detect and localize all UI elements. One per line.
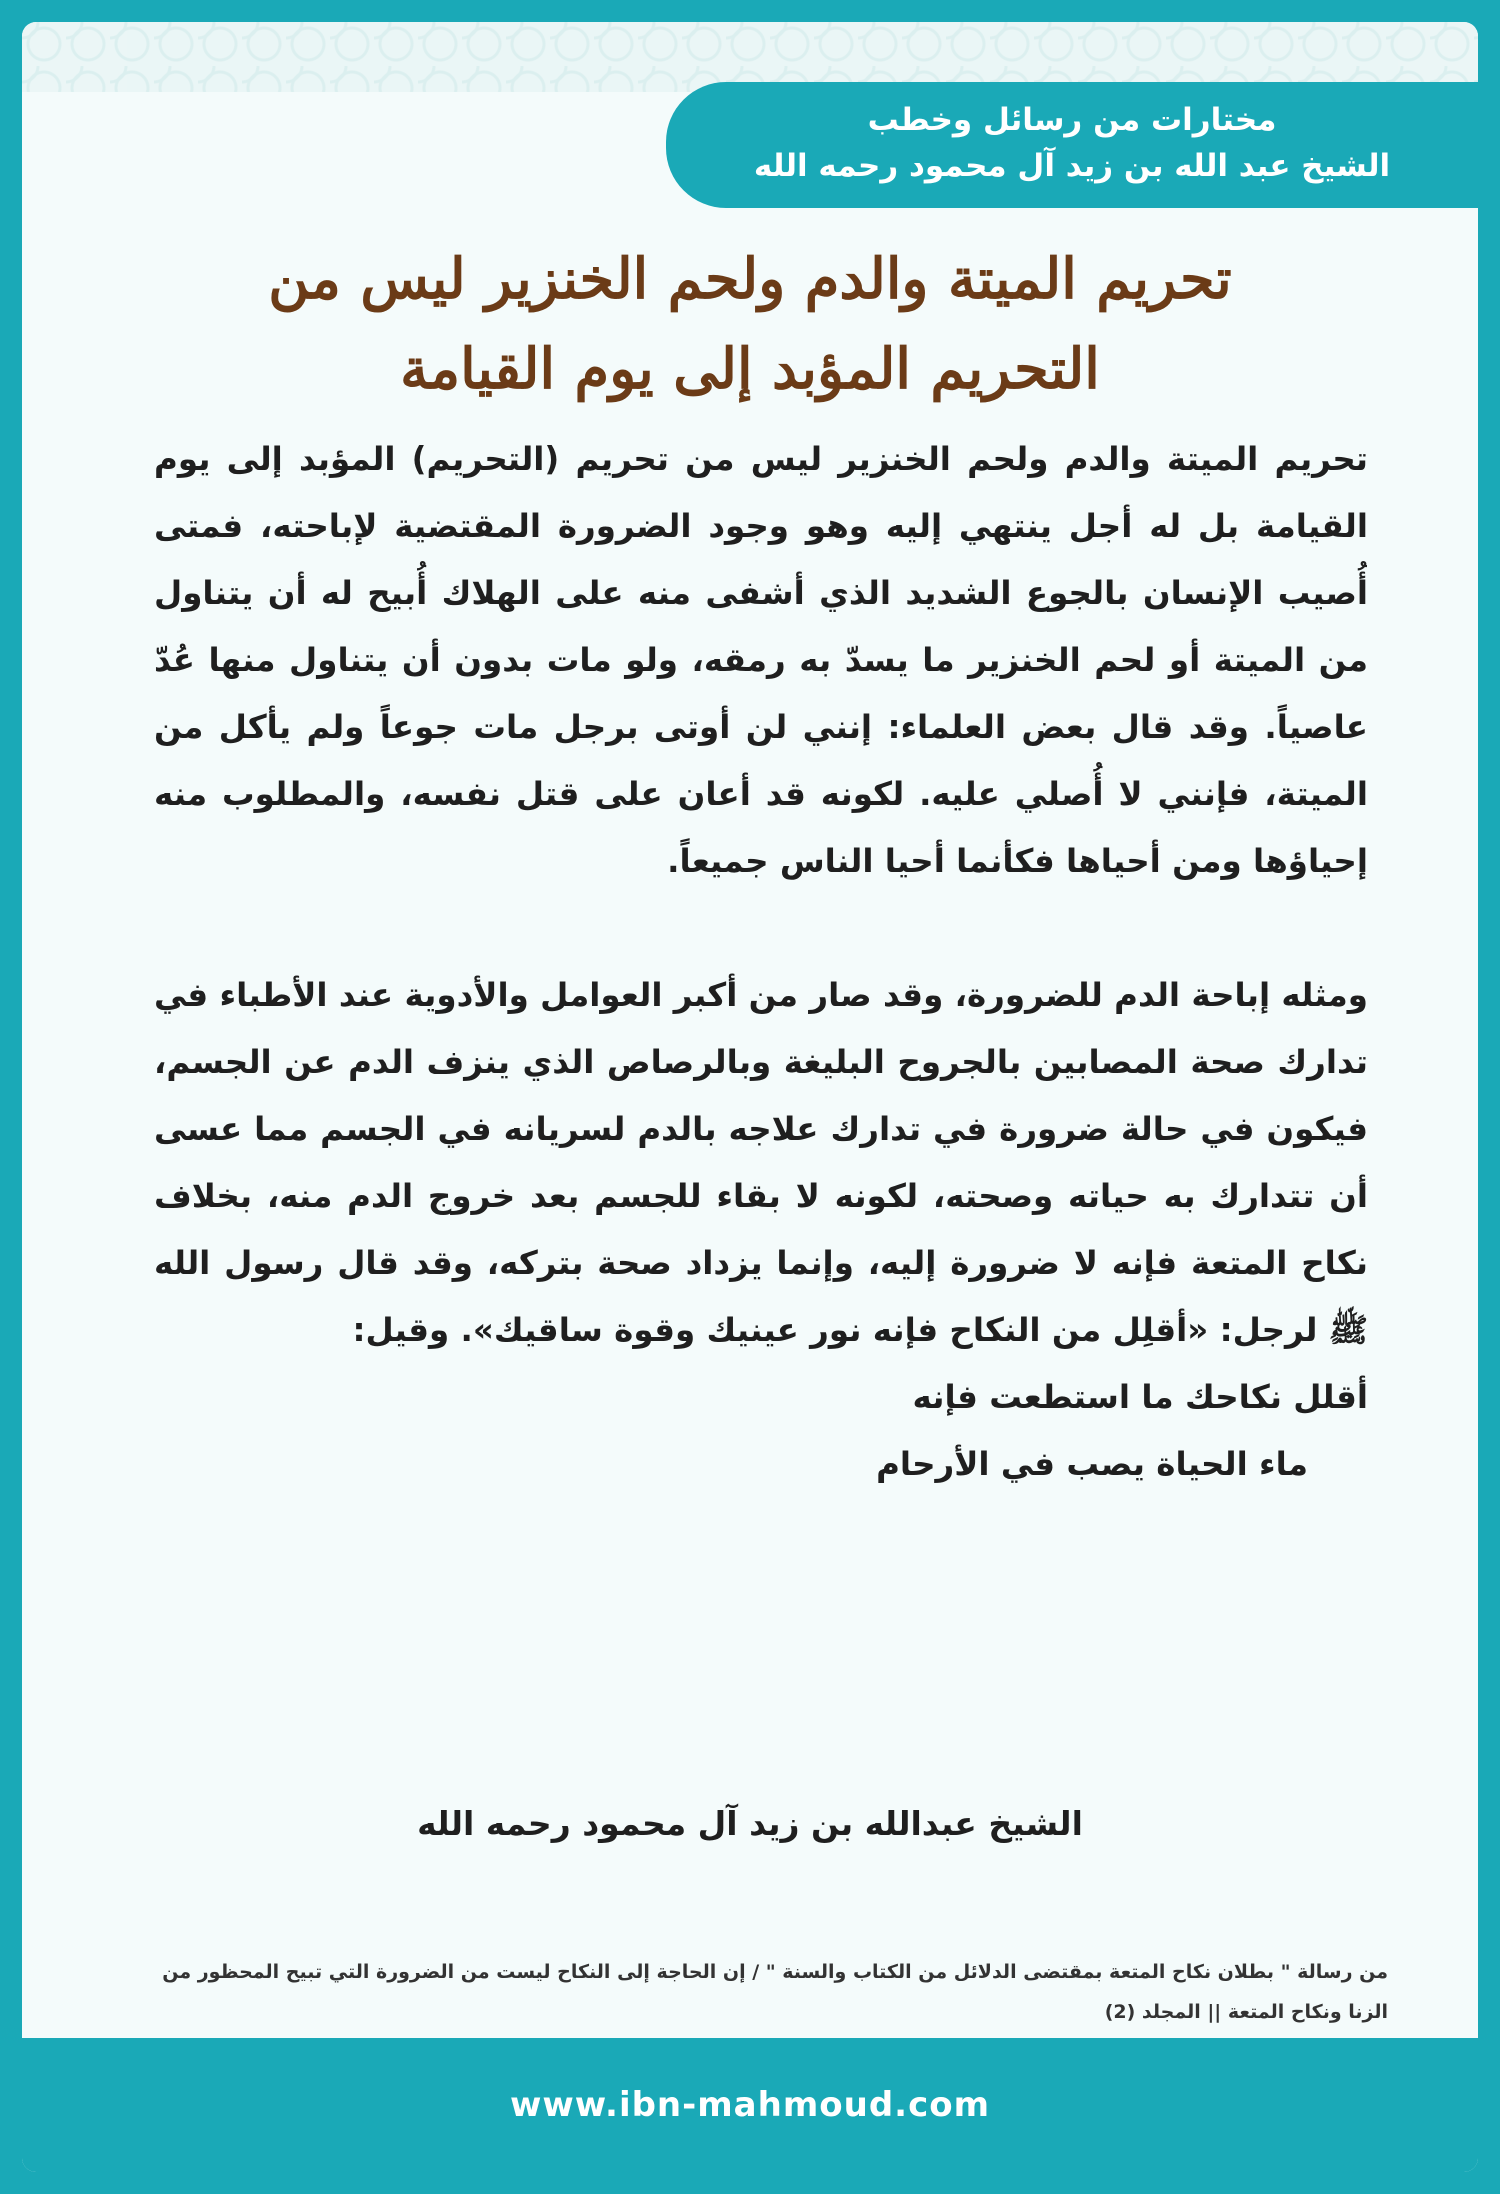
author-signature: الشيخ عبدالله بن زيد آل محمود رحمه الله <box>417 1804 1083 1843</box>
website-link[interactable]: www.ibn-mahmoud.com <box>509 2085 991 2125</box>
page-card <box>22 22 1478 2172</box>
header-line-1: مختارات من رسائل وخطب <box>867 102 1277 138</box>
title-line-1: تحريم الميتة والدم ولحم الخنزير ليس من <box>268 246 1232 312</box>
poem-line-1: أقلل نكاحك ما استطعت فإنه <box>912 1378 1368 1416</box>
header-line-2: الشيخ عبد الله بن زيد آل محمود رحمه الله <box>753 148 1391 184</box>
article-body <box>154 426 1368 1498</box>
source-citation: من رسالة " بطلان نكاح المتعة بمقتضى الدلائل من الكتاب والسنة " / إن الحاجة إلى النكاح ليست من الضرورة التي تبيح المحظور من الزنا ونكاح المتعة || المجلد (2) <box>162 1961 1388 2023</box>
title-line-2: التحريم المؤبد إلى يوم القيامة <box>400 336 1100 402</box>
paragraph-2: ومثله إباحة الدم للضرورة، وقد صار من أكبر العوامل والأدوية عند الأطباء في تدارك صحة المصابين بالجروح البليغة وبالرصاص الذي ينزف الدم عن الجسم، فيكون في حالة ضرورة في تدارك علاجه بالدم لسريانه في الجسم مما عسى أن تتدارك به حياته وصحته، لكونه لا بقاء للجسم بعد خروج الدم منه، بخلاف نكاح المتعة فإنه لا ضرورة إليه، وإنما يزداد صحة بتركه، وقد قال رسول الله ﷺ لرجل: «أقلِل من النكاح فإنه نور عينيك وقوة ساقيك». وقيل: <box>154 976 1368 1349</box>
paragraph-1: تحريم الميتة والدم ولحم الخنزير ليس من تحريم (التحريم) المؤبد إلى يوم القيامة بل له أجل ينتهي إليه وهو وجود الضرورة المقتضية لإباحته، فمتى أُصيب الإنسان بالجوع الشديد الذي أشفى منه على الهلاك أُبيح له أن يتناول من الميتة أو لحم الخنزير ما يسدّ به رمقه، ولو مات بدون أن يتناول منها عُدّ عاصياً. وقد قال بعض العلماء: إنني لن أوتى برجل مات جوعاً ولم يأكل من الميتة، فإنني لا أُصلي عليه. لكونه قد أعان على قتل نفسه، والمطلوب منه إحياؤها ومن أحياها فكأنما أحيا الناس جميعاً. <box>154 440 1368 880</box>
poem <box>154 1364 1368 1498</box>
footer-bar <box>22 2038 1478 2172</box>
header-banner <box>666 82 1478 208</box>
page-title <box>102 234 1398 414</box>
poem-line-2: ماء الحياة يصب في الأرحام <box>876 1445 1308 1483</box>
